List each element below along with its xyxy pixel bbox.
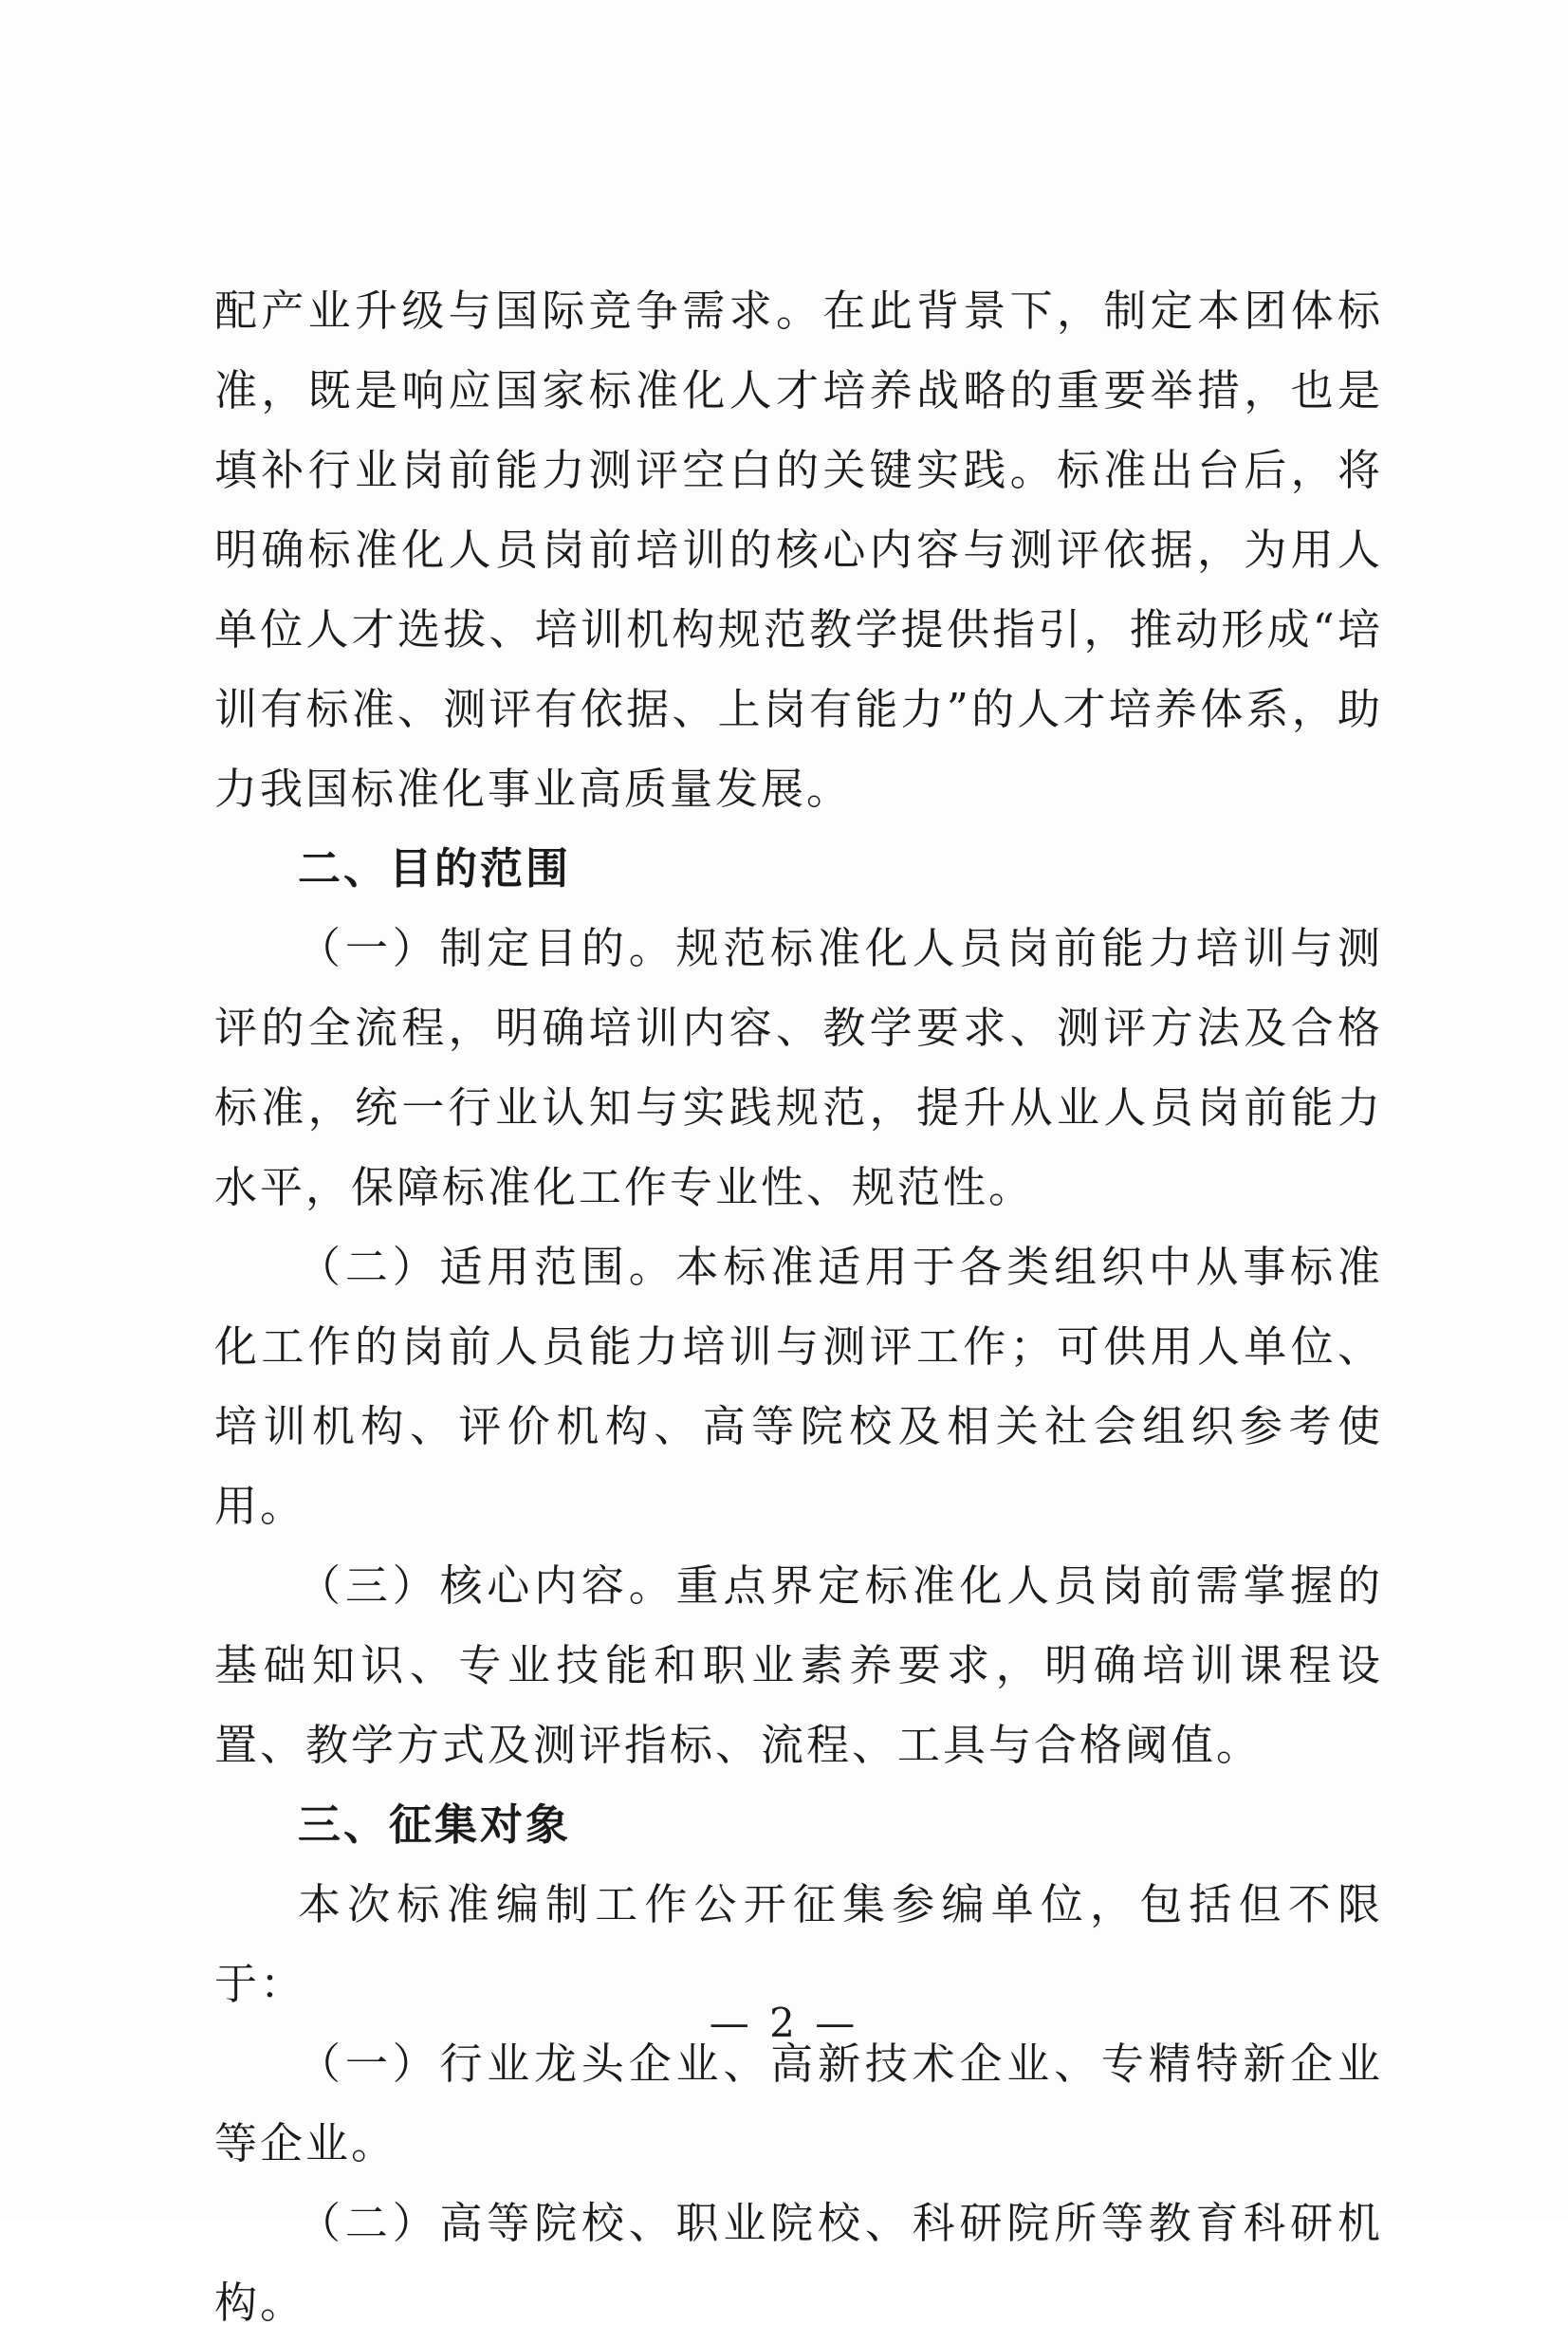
list-item-institutions: （二）高等院校、职业院校、科研院所等教育科研机构。 bbox=[214, 2198, 1383, 2328]
paragraph-core-content: （三）核心内容。重点界定标准化人员岗前需掌握的基础知识、专业技能和职业素养要求，明确培训课程设置、教学方式及测评指标、流程、工具与合格阈值。 bbox=[214, 1560, 1383, 1770]
section-heading-solicitation-targets: 三、征集对象 bbox=[298, 1799, 572, 1850]
paragraph-purpose: （一）制定目的。规范标准化人员岗前能力培训与测评的全流程，明确培训内容、教学要求、测评方法及合格标准，统一行业认知与实践规范，提升从业人员岗前能力水平，保障标准化工作专业性、规范性。 bbox=[214, 923, 1383, 1212]
page-number: — 2 — bbox=[709, 2000, 859, 2046]
section-heading-purpose-scope: 二、目的范围 bbox=[298, 843, 572, 894]
paragraph-scope: （二）适用范围。本标准适用于各类组织中从事标准化工作的岗前人员能力培训与测评工作；可供用人单位、培训机构、评价机构、高等院校及相关社会组织参考使用。 bbox=[214, 1242, 1383, 1531]
list-item-enterprises: （一）行业龙头企业、高新技术企业、专精特新企业等企业。 bbox=[214, 2039, 1383, 2168]
paragraph-background: 配产业升级与国际竞争需求。在此背景下，制定本团体标准，既是响应国家标准化人才培养战略的重要举措，也是填补行业岗前能力测评空白的关键实践。标准出台后，将明确标准化人员岗前培训的核心内容与测评依据，为用人单位人才选拔、培训机构规范教学提供指引，推动形成“培训有标准、测评有依据、上岗有能力”的人才培养体系，助力我国标准化事业高质量发展。 bbox=[214, 286, 1383, 814]
paragraph-solicitation-intro: 本次标准编制工作公开征集参编单位，包括但不限于： bbox=[214, 1879, 1383, 2009]
